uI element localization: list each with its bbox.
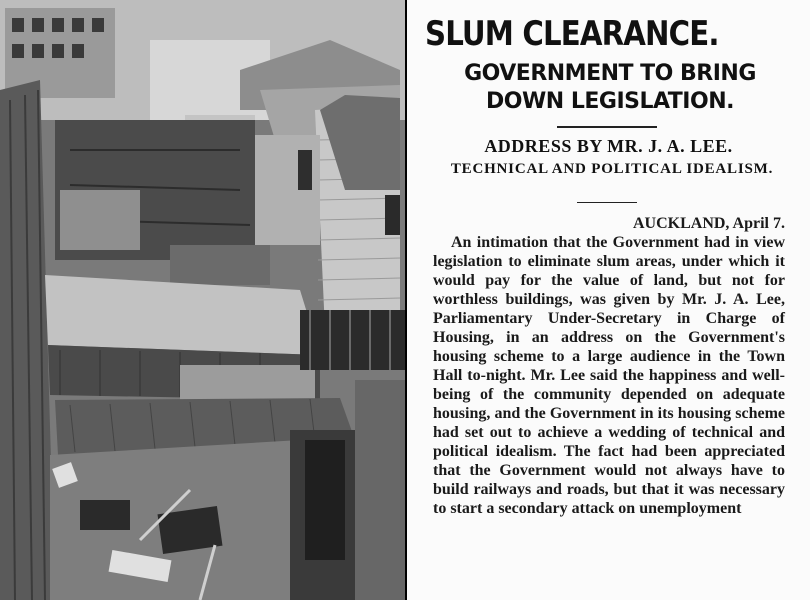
subdeck-heading: TECHNICAL AND POLITICAL IDEALISM.	[450, 161, 774, 177]
rule-small	[577, 202, 637, 203]
rule	[557, 126, 657, 128]
article-paragraph: An intimation that the Government had in view legislation to eliminate slum areas, under which it would pay for the value of land, but not for worthless buildings, was given by Mr. J. A. Lee, Parliamentary Under-Secretary in Charge of Housing, in an address on the Government's housing scheme to a large audience in the Town Hall to-night. Mr. Lee said the happiness and well-being of the community depended on adequate housing, and the Government in its housing scheme had set out to achieve a wedding of technical and political idealism. The fact had been appreciated that the Government would not always have to build railways and roads, but that it was necessary to start a secondary attack on unemployment	[433, 234, 785, 517]
dateline: AUCKLAND, April 7.	[632, 215, 785, 232]
headline: SLUM CLEARANCE.	[425, 14, 719, 54]
subheadline: GOVERNMENT TO BRING DOWN LEGISLATION.	[464, 61, 756, 114]
deck-heading: ADDRESS BY MR. J. A. LEE.	[484, 136, 733, 156]
newspaper-clipping	[407, 0, 810, 600]
article-body	[433, 214, 785, 518]
